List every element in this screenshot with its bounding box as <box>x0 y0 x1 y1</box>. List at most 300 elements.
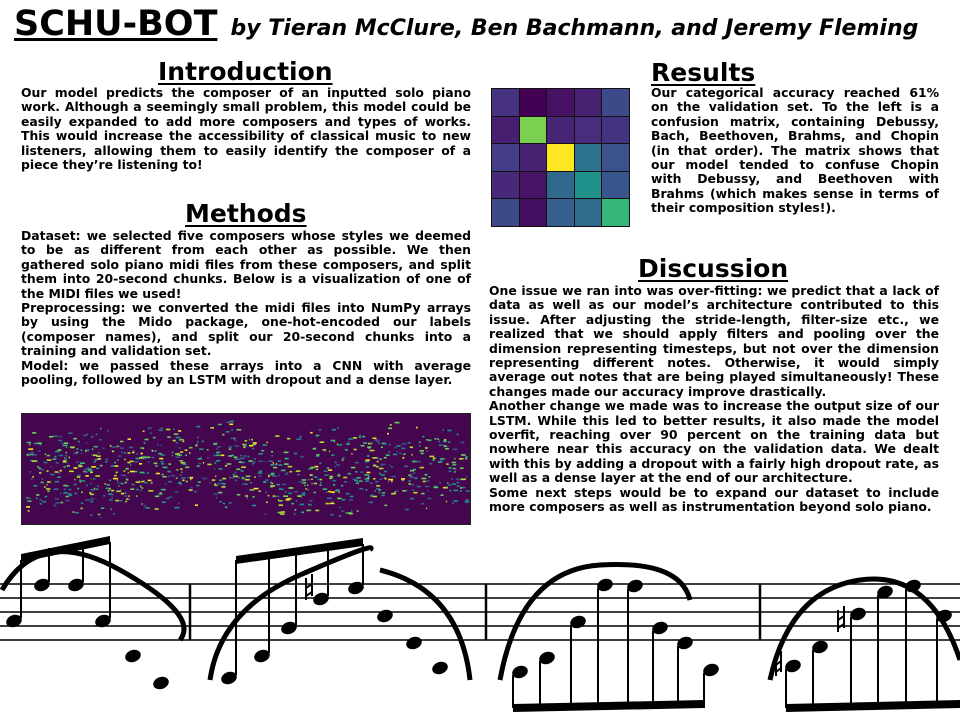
midi-note <box>235 440 237 442</box>
midi-note <box>77 476 80 478</box>
midi-note <box>412 461 417 463</box>
midi-note <box>348 441 350 443</box>
midi-note <box>54 435 58 437</box>
midi-note <box>64 442 68 444</box>
midi-note <box>144 442 146 444</box>
midi-note <box>265 491 267 493</box>
midi-note <box>196 444 198 446</box>
midi-note <box>186 481 188 483</box>
midi-note <box>387 433 389 435</box>
midi-note <box>310 468 311 470</box>
midi-note <box>136 453 138 455</box>
midi-note <box>130 471 135 473</box>
midi-note <box>113 513 116 515</box>
midi-note <box>116 491 121 493</box>
midi-note <box>335 466 336 468</box>
matrix-cell <box>602 89 629 116</box>
midi-note <box>365 461 369 463</box>
midi-note <box>172 455 174 457</box>
midi-note <box>245 440 248 442</box>
midi-note <box>154 463 158 465</box>
midi-note <box>319 429 322 431</box>
midi-note <box>59 455 63 457</box>
midi-note <box>66 496 69 498</box>
midi-note <box>419 445 421 447</box>
midi-note <box>199 463 202 465</box>
midi-note <box>417 461 421 463</box>
midi-note <box>295 509 297 511</box>
midi-note <box>65 459 67 461</box>
midi-note <box>452 464 456 466</box>
midi-note <box>447 482 449 484</box>
midi-note <box>254 476 256 478</box>
midi-note <box>49 436 54 438</box>
midi-note <box>342 499 346 501</box>
midi-note <box>328 491 330 493</box>
midi-note <box>93 478 95 480</box>
midi-note <box>351 510 352 512</box>
midi-note <box>359 480 363 482</box>
midi-note <box>80 462 85 464</box>
midi-note <box>225 507 227 509</box>
midi-note <box>249 439 250 441</box>
midi-note <box>356 480 358 482</box>
midi-note <box>428 498 432 500</box>
midi-note <box>57 476 61 478</box>
midi-note <box>233 476 238 478</box>
midi-note <box>314 483 317 485</box>
results-heading: Results <box>651 58 756 87</box>
midi-note <box>316 435 319 437</box>
midi-note <box>458 480 459 482</box>
midi-note <box>379 468 383 470</box>
midi-note <box>54 488 59 490</box>
midi-note <box>449 490 451 492</box>
midi-note <box>134 461 138 463</box>
midi-note <box>175 492 179 494</box>
matrix-cell <box>547 172 574 199</box>
midi-note <box>288 466 293 468</box>
midi-note <box>111 465 115 467</box>
midi-note <box>213 455 216 457</box>
midi-note <box>455 469 457 471</box>
midi-note <box>391 479 393 481</box>
midi-note <box>60 493 61 495</box>
midi-note <box>279 504 283 506</box>
midi-note <box>411 454 412 456</box>
midi-note <box>121 452 122 454</box>
midi-note <box>45 496 48 498</box>
midi-note <box>421 478 426 480</box>
midi-note <box>333 494 334 496</box>
midi-note <box>311 478 313 480</box>
midi-note <box>408 480 410 482</box>
midi-note <box>60 436 62 438</box>
midi-note <box>218 424 222 426</box>
midi-note <box>328 469 332 471</box>
midi-note <box>339 507 341 509</box>
midi-note <box>199 448 203 450</box>
midi-note <box>125 492 127 494</box>
midi-note <box>167 436 171 438</box>
midi-note <box>287 438 290 440</box>
midi-note <box>447 430 451 432</box>
midi-note <box>27 442 32 444</box>
midi-note <box>218 468 222 470</box>
midi-note <box>112 451 114 453</box>
midi-note <box>214 462 216 464</box>
midi-note <box>356 483 359 485</box>
midi-note <box>268 474 269 476</box>
midi-note <box>124 452 126 454</box>
midi-note <box>440 458 445 460</box>
midi-note <box>460 490 462 492</box>
midi-note <box>378 442 380 444</box>
midi-note <box>319 463 321 465</box>
midi-note <box>91 436 94 438</box>
midi-note <box>223 503 225 505</box>
methods-text <box>21 229 471 387</box>
midi-note <box>454 500 458 502</box>
midi-note <box>93 461 95 463</box>
midi-note <box>326 503 330 505</box>
midi-note <box>39 499 41 501</box>
midi-note <box>111 446 116 448</box>
matrix-cell <box>575 199 602 226</box>
midi-note <box>374 438 376 440</box>
midi-note <box>26 497 27 499</box>
decorative-music-staff <box>0 530 960 720</box>
midi-note <box>129 495 130 497</box>
midi-note <box>225 465 227 467</box>
midi-note <box>345 449 348 451</box>
midi-note <box>117 459 119 461</box>
midi-note <box>307 484 308 486</box>
midi-note <box>452 503 454 505</box>
midi-note <box>416 427 418 429</box>
midi-note <box>233 474 235 476</box>
midi-note <box>67 493 71 495</box>
midi-note <box>176 469 178 471</box>
midi-note <box>281 511 285 513</box>
midi-note <box>382 495 385 497</box>
midi-note <box>420 467 424 469</box>
midi-note <box>393 454 397 456</box>
midi-note <box>384 457 387 459</box>
midi-note <box>96 488 98 490</box>
matrix-cell <box>492 117 519 144</box>
midi-note <box>440 460 443 462</box>
midi-note <box>404 466 408 468</box>
midi-note <box>461 442 465 444</box>
midi-note <box>285 458 289 460</box>
midi-note <box>117 482 119 484</box>
midi-note <box>388 428 392 430</box>
midi-note <box>297 495 301 497</box>
midi-note <box>180 451 183 453</box>
midi-note <box>460 467 464 469</box>
midi-note <box>168 463 171 465</box>
midi-note <box>444 439 446 441</box>
midi-note <box>66 462 67 464</box>
midi-note <box>143 505 145 507</box>
midi-note <box>147 472 149 474</box>
midi-note <box>33 454 37 456</box>
midi-note <box>368 476 370 478</box>
midi-note <box>203 462 204 464</box>
midi-note <box>98 458 101 460</box>
midi-note <box>250 482 251 484</box>
midi-note <box>78 466 82 468</box>
midi-note <box>45 453 47 455</box>
midi-note <box>270 485 275 487</box>
midi-note <box>129 447 133 449</box>
midi-note <box>226 431 230 433</box>
midi-note <box>190 487 192 489</box>
midi-note <box>86 485 88 487</box>
midi-note <box>81 503 83 505</box>
midi-note <box>395 447 397 449</box>
midi-note <box>162 474 164 476</box>
midi-note <box>159 430 163 432</box>
midi-note <box>271 473 275 475</box>
midi-note <box>40 503 42 505</box>
midi-note <box>258 472 262 474</box>
midi-note <box>372 437 374 439</box>
midi-note <box>258 453 263 455</box>
midi-note <box>332 429 336 431</box>
matrix-cell <box>492 144 519 171</box>
midi-note <box>265 461 266 463</box>
midi-note <box>441 494 444 496</box>
midi-note <box>47 481 51 483</box>
midi-note <box>294 513 296 515</box>
midi-note <box>439 441 440 443</box>
introduction-heading: Introduction <box>158 57 333 86</box>
midi-note <box>99 439 102 441</box>
midi-note <box>380 458 382 460</box>
midi-note <box>302 492 305 494</box>
midi-note <box>57 462 59 464</box>
midi-note <box>428 439 432 441</box>
midi-note <box>348 438 352 440</box>
midi-note <box>236 469 240 471</box>
midi-note <box>152 450 154 452</box>
midi-note <box>252 461 255 463</box>
midi-note <box>132 452 134 454</box>
midi-note <box>90 472 93 474</box>
midi-note <box>121 493 124 495</box>
midi-note <box>415 478 418 480</box>
midi-note <box>69 495 72 497</box>
midi-note <box>466 490 470 492</box>
midi-note <box>160 428 163 430</box>
midi-note <box>128 452 131 454</box>
midi-note <box>124 459 126 461</box>
midi-note <box>185 467 189 469</box>
midi-note <box>346 443 349 445</box>
midi-note <box>155 465 158 467</box>
midi-note <box>27 497 28 499</box>
midi-note <box>300 504 305 506</box>
midi-note <box>62 443 64 445</box>
midi-note <box>426 450 428 452</box>
matrix-cell <box>575 172 602 199</box>
midi-note <box>38 450 40 452</box>
authors: by Tieran McClure, Ben Bachmann, and Jeremy Fleming <box>230 16 919 41</box>
midi-note <box>222 483 225 485</box>
midi-note <box>105 461 108 463</box>
methods-preprocessing-paragraph: Preprocessing: we converted the midi files into NumPy arrays by using the Mido package, one-hot-encoded our labels (composer names), and split our 20-second chunks into a training and validation set. <box>21 300 471 359</box>
midi-note <box>150 483 152 485</box>
discussion-lstm-paragraph: Another change we made was to increase the output size of our LSTM. While this led to better results, it also made the model overfit, reaching over 90 percent on the training data but nowhere near this accuracy on the validation data. We dealt with this by adding a dropout with a fairly high dropout rate, as well as a dense layer at the end of our architecture. <box>489 398 939 486</box>
midi-note <box>391 476 396 478</box>
midi-note <box>63 485 66 487</box>
midi-note <box>449 467 452 469</box>
midi-note <box>133 450 135 452</box>
midi-note <box>331 454 335 456</box>
midi-note <box>95 459 97 461</box>
midi-note <box>278 460 281 462</box>
midi-note <box>290 471 293 473</box>
midi-note <box>284 452 289 454</box>
midi-note <box>190 479 191 481</box>
midi-note <box>76 461 79 463</box>
midi-note <box>169 471 171 473</box>
midi-note <box>73 453 77 455</box>
midi-note <box>119 500 122 502</box>
midi-note <box>454 490 459 492</box>
midi-note <box>413 472 415 474</box>
midi-note <box>43 501 46 503</box>
midi-note <box>55 502 60 504</box>
midi-note <box>326 491 328 493</box>
midi-note <box>91 483 92 485</box>
midi-note <box>335 462 337 464</box>
midi-note <box>390 465 391 467</box>
midi-note <box>180 484 182 486</box>
midi-note <box>77 488 79 490</box>
midi-note <box>425 480 429 482</box>
midi-note <box>382 492 385 494</box>
midi-note <box>103 448 105 450</box>
midi-note <box>94 446 98 448</box>
midi-note <box>86 442 87 444</box>
midi-note <box>351 453 352 455</box>
midi-note <box>55 471 59 473</box>
midi-note <box>397 445 401 447</box>
midi-note <box>323 470 327 472</box>
midi-note <box>443 429 444 431</box>
midi-note <box>240 470 244 472</box>
midi-note <box>159 458 163 460</box>
midi-note <box>155 496 159 498</box>
midi-note <box>32 476 34 478</box>
midi-note <box>320 441 325 443</box>
midi-note <box>115 465 119 467</box>
midi-note <box>361 445 365 447</box>
midi-note <box>74 493 77 495</box>
midi-note <box>125 501 127 503</box>
midi-note <box>41 500 43 502</box>
midi-note <box>54 456 56 458</box>
midi-note <box>40 444 42 446</box>
midi-note <box>189 447 192 449</box>
midi-note <box>369 502 373 504</box>
introduction-text: Our model predicts the composer of an inputted solo piano work. Although a seemingly small problem, this model could be easily expanded to add more composers and types of works. This would increase the accessibility of classical music to new listeners, allowing them to easily identify the composer of a piece they’re listening to! <box>21 85 471 173</box>
midi-note <box>359 434 361 436</box>
midi-note <box>55 451 59 453</box>
midi-note <box>465 456 468 458</box>
midi-note <box>367 478 370 480</box>
midi-note <box>276 484 280 486</box>
midi-note <box>265 479 268 481</box>
midi-note <box>259 471 262 473</box>
midi-note <box>157 444 159 446</box>
midi-note <box>275 496 279 498</box>
midi-note <box>239 461 242 463</box>
midi-note <box>160 492 162 494</box>
midi-note <box>178 430 181 432</box>
midi-note <box>216 452 220 454</box>
midi-note <box>367 446 371 448</box>
midi-note <box>338 491 339 493</box>
midi-note <box>351 467 356 469</box>
midi-note <box>185 454 187 456</box>
midi-note <box>216 497 217 499</box>
midi-note <box>336 464 340 466</box>
midi-note <box>100 517 101 519</box>
midi-note <box>289 487 293 489</box>
midi-note <box>190 477 193 479</box>
midi-note <box>402 480 404 482</box>
midi-note <box>176 457 180 459</box>
midi-note <box>271 451 273 453</box>
midi-note <box>301 494 305 496</box>
midi-note <box>28 448 33 450</box>
midi-note <box>235 480 237 482</box>
midi-note <box>259 490 261 492</box>
midi-note <box>313 448 316 450</box>
midi-note <box>242 478 245 480</box>
midi-note <box>105 483 106 485</box>
midi-note <box>253 463 255 465</box>
midi-note <box>213 443 217 445</box>
midi-note <box>46 488 50 490</box>
midi-note <box>210 427 214 429</box>
midi-note <box>140 486 141 488</box>
midi-note <box>197 437 199 439</box>
midi-note <box>95 475 100 477</box>
midi-note <box>74 479 75 481</box>
midi-note <box>373 478 375 480</box>
midi-note <box>229 424 233 426</box>
midi-note <box>357 477 361 479</box>
midi-note <box>452 462 456 464</box>
midi-note <box>301 496 302 498</box>
midi-note <box>182 463 186 465</box>
midi-note <box>309 500 312 502</box>
midi-note <box>399 453 402 455</box>
midi-note <box>148 490 153 492</box>
matrix-cell <box>602 199 629 226</box>
midi-note <box>33 485 37 487</box>
midi-note <box>29 444 30 446</box>
midi-note <box>148 480 152 482</box>
midi-note <box>382 443 386 445</box>
matrix-cell <box>602 144 629 171</box>
midi-note <box>296 470 301 472</box>
